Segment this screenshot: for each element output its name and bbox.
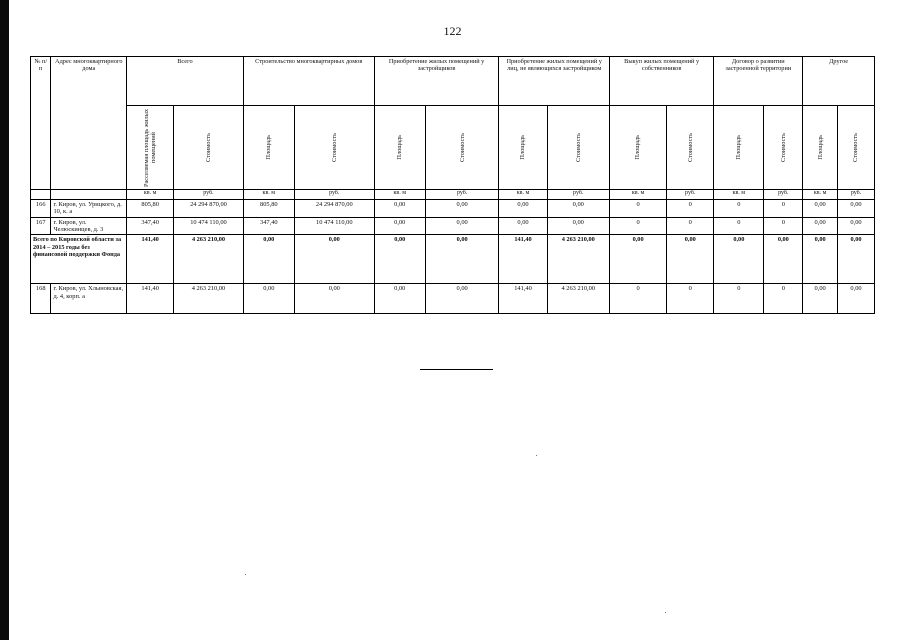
unit-cell: руб. bbox=[547, 190, 609, 200]
total-cell: 0,00 bbox=[294, 235, 374, 284]
unit-cell: кв. м bbox=[243, 190, 294, 200]
table-cell: 0 bbox=[764, 200, 803, 218]
table-cell: 805,80 bbox=[127, 200, 174, 218]
table-cell: 805,80 bbox=[243, 200, 294, 218]
subheader-cell: Стоимость bbox=[764, 106, 803, 190]
subheader-cell: Площадь bbox=[803, 106, 838, 190]
total-cell: 0,00 bbox=[714, 235, 764, 284]
header-address: Адрес многоквартирного дома bbox=[51, 57, 127, 190]
subheader-row bbox=[31, 106, 875, 190]
units-empty bbox=[51, 190, 127, 200]
unit-cell: кв. м bbox=[127, 190, 174, 200]
header-group-other: Другое bbox=[803, 57, 875, 106]
table-cell: 0,00 bbox=[547, 217, 609, 235]
table-cell: 0 bbox=[667, 284, 714, 314]
subheader-cell: Площадь bbox=[714, 106, 764, 190]
table-cell: 0,00 bbox=[374, 200, 425, 218]
header-group-purchase-developers: Приобретение жилых помещений у застройщиков bbox=[374, 57, 499, 106]
unit-cell: руб. bbox=[838, 190, 875, 200]
table-cell: 4 263 210,00 bbox=[174, 284, 244, 314]
scan-left-edge bbox=[0, 0, 9, 640]
table-cell: 0 bbox=[667, 217, 714, 235]
unit-cell: руб. bbox=[425, 190, 499, 200]
header-row bbox=[31, 57, 875, 106]
table-cell: 141,40 bbox=[127, 284, 174, 314]
table-cell: 0 bbox=[764, 284, 803, 314]
unit-cell: кв. м bbox=[803, 190, 838, 200]
row-num: 167 bbox=[31, 217, 51, 235]
unit-cell: кв. м bbox=[499, 190, 547, 200]
subheader-cell: Расселяемая площадь жилых помещений bbox=[127, 106, 174, 190]
table-cell: 141,40 bbox=[499, 284, 547, 314]
table-row bbox=[31, 284, 875, 314]
subheader-cell: Стоимость bbox=[667, 106, 714, 190]
total-cell: 0,00 bbox=[609, 235, 666, 284]
scan-speck bbox=[665, 612, 666, 613]
header-group-development: Договор о развитии застроенной территории bbox=[714, 57, 803, 106]
subheader-cell: Стоимость bbox=[174, 106, 244, 190]
unit-cell: руб. bbox=[667, 190, 714, 200]
table-cell: 0 bbox=[714, 200, 764, 218]
table-cell: 24 294 870,00 bbox=[294, 200, 374, 218]
header-group-construction: Строительство многоквартирных домов bbox=[243, 57, 374, 106]
table-cell: 0,00 bbox=[803, 217, 838, 235]
unit-cell: кв. м bbox=[374, 190, 425, 200]
table-cell: 0,00 bbox=[425, 217, 499, 235]
row-num: 168 bbox=[31, 284, 51, 314]
table-cell: 0,00 bbox=[499, 200, 547, 218]
units-empty bbox=[31, 190, 51, 200]
separator-line bbox=[420, 369, 493, 370]
subheader-cell: Стоимость bbox=[425, 106, 499, 190]
subheader-cell: Площадь bbox=[609, 106, 666, 190]
unit-cell: руб. bbox=[174, 190, 244, 200]
table-cell: 0,00 bbox=[425, 200, 499, 218]
subheader-cell: Стоимость bbox=[547, 106, 609, 190]
unit-cell: руб. bbox=[294, 190, 374, 200]
total-row bbox=[31, 235, 875, 284]
table-cell: 0 bbox=[714, 284, 764, 314]
row-address: г. Киров, ул. Хлыновская, д. 4, корп. а bbox=[51, 284, 127, 314]
table-cell: 0 bbox=[609, 284, 666, 314]
page-number: 122 bbox=[443, 24, 462, 38]
unit-cell: кв. м bbox=[714, 190, 764, 200]
table-cell: 0,00 bbox=[243, 284, 294, 314]
table-cell: 0,00 bbox=[499, 217, 547, 235]
table-cell: 10 474 110,00 bbox=[294, 217, 374, 235]
subheader-cell: Площадь bbox=[243, 106, 294, 190]
table-cell: 0 bbox=[667, 200, 714, 218]
table-cell: 0,00 bbox=[838, 284, 875, 314]
total-cell: 0,00 bbox=[838, 235, 875, 284]
subheader-cell: Стоимость bbox=[294, 106, 374, 190]
total-cell: 0,00 bbox=[425, 235, 499, 284]
table-cell: 0 bbox=[609, 217, 666, 235]
total-cell: 0,00 bbox=[764, 235, 803, 284]
table-cell: 347,40 bbox=[243, 217, 294, 235]
table-cell: 0 bbox=[714, 217, 764, 235]
header-num: № п/п bbox=[31, 57, 51, 190]
units-row bbox=[31, 190, 875, 200]
header-group-buyout: Выкуп жилых помещений у собственников bbox=[609, 57, 713, 106]
table-cell: 0,00 bbox=[425, 284, 499, 314]
unit-cell: кв. м bbox=[609, 190, 666, 200]
resettlement-table bbox=[30, 56, 875, 314]
total-cell: 141,40 bbox=[127, 235, 174, 284]
subheader-cell: Площадь bbox=[499, 106, 547, 190]
table-cell: 0 bbox=[764, 217, 803, 235]
total-cell: 0,00 bbox=[667, 235, 714, 284]
table-cell: 0,00 bbox=[547, 200, 609, 218]
table-cell: 0,00 bbox=[838, 200, 875, 218]
table-cell: 347,40 bbox=[127, 217, 174, 235]
table-cell: 0,00 bbox=[294, 284, 374, 314]
table-cell: 0,00 bbox=[374, 217, 425, 235]
total-cell: 141,40 bbox=[499, 235, 547, 284]
table-row bbox=[31, 200, 875, 218]
header-group-purchase-others: Приобретение жилых помещений у лиц, не являющихся застройщиком bbox=[499, 57, 609, 106]
row-num: 166 bbox=[31, 200, 51, 218]
table-cell: 0,00 bbox=[838, 217, 875, 235]
total-label: Всего по Кировской области за 2014 – 2015 годы без финансовой поддержки Фонда bbox=[31, 235, 127, 284]
row-address: г. Киров, ул. Урицкого, д. 10, к. а bbox=[51, 200, 127, 218]
scan-speck bbox=[536, 455, 537, 456]
subheader-cell: Площадь bbox=[374, 106, 425, 190]
total-cell: 4 263 210,00 bbox=[547, 235, 609, 284]
subheader-cell: Стоимость bbox=[838, 106, 875, 190]
total-cell: 0,00 bbox=[374, 235, 425, 284]
table-cell: 0,00 bbox=[374, 284, 425, 314]
unit-cell: руб. bbox=[764, 190, 803, 200]
table-row bbox=[31, 217, 875, 235]
total-cell: 0,00 bbox=[243, 235, 294, 284]
total-cell: 0,00 bbox=[803, 235, 838, 284]
table-cell: 0,00 bbox=[803, 200, 838, 218]
table-cell: 10 474 110,00 bbox=[174, 217, 244, 235]
table-cell: 0 bbox=[609, 200, 666, 218]
scan-speck bbox=[245, 574, 246, 575]
header-group-total: Всего bbox=[127, 57, 244, 106]
table-cell: 4 263 210,00 bbox=[547, 284, 609, 314]
table-cell: 24 294 870,00 bbox=[174, 200, 244, 218]
row-address: г. Киров, ул. Челюскинцев, д. 3 bbox=[51, 217, 127, 235]
table-cell: 0,00 bbox=[803, 284, 838, 314]
total-cell: 4 263 210,00 bbox=[174, 235, 244, 284]
